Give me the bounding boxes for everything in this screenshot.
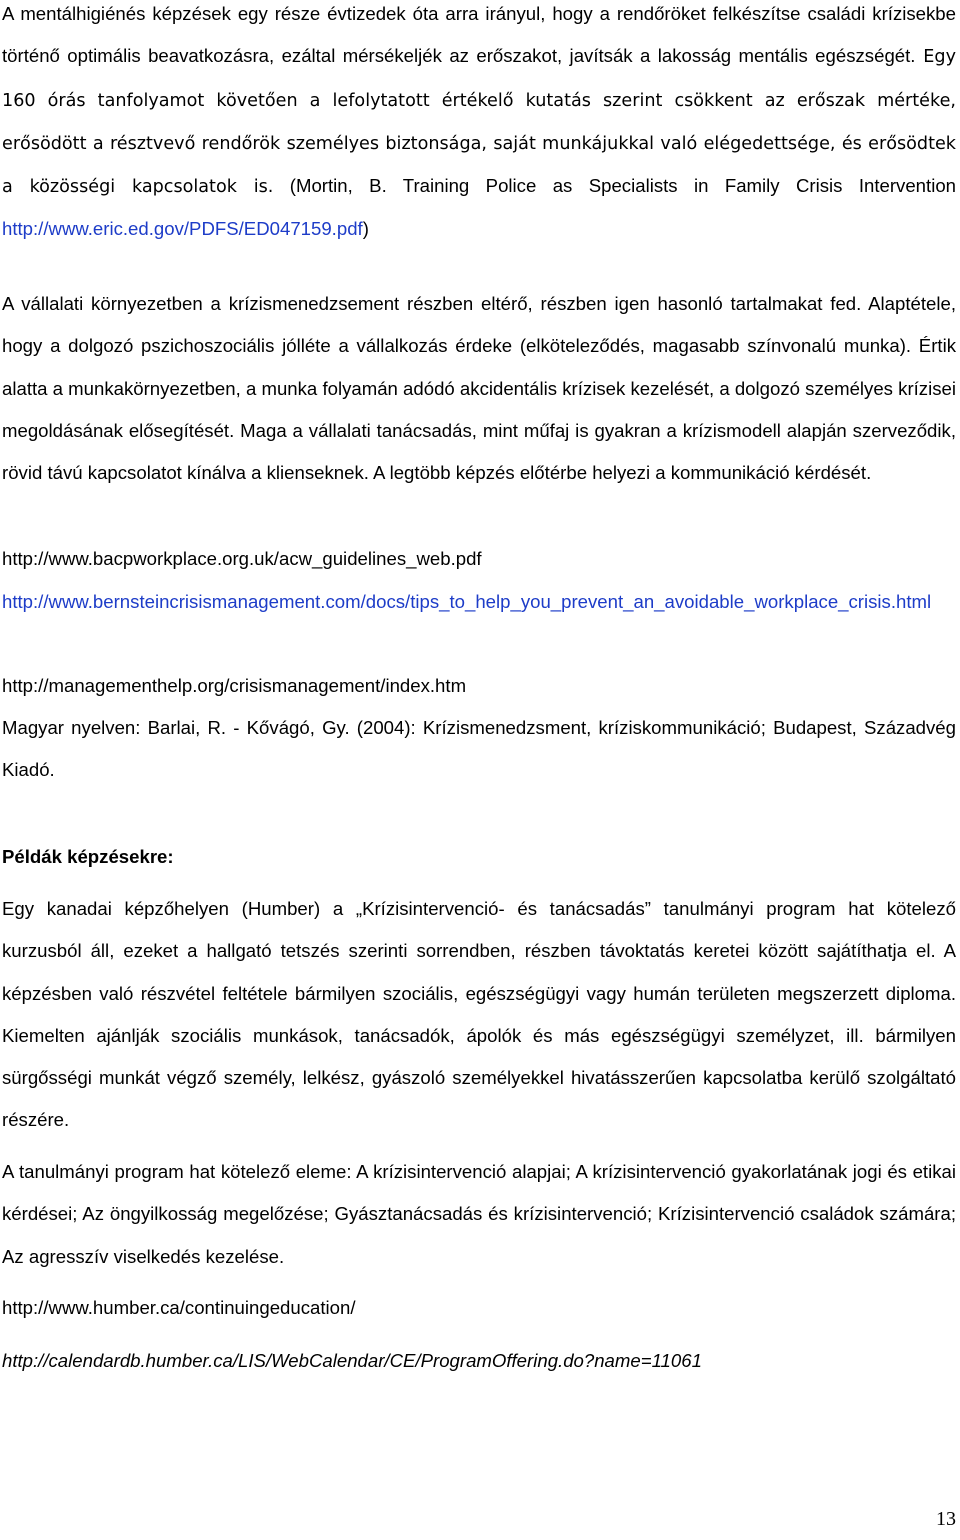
url-humber: http://www.humber.ca/continuingeducation/ [2,1297,356,1318]
url-bacp: http://www.bacpworkplace.org.uk/acw_guidelines_web.pdf [2,548,482,569]
section-heading: Példák képzésekre: [2,846,174,867]
paragraph-police-training-part1: A mentálhigiénés képzések egy része évtizedek óta arra irányul, hogy a rendőröket felkészítse családi krízisekbe történő optimális beavatkozásra, ezáltal mérsékeljék az erőszakot, javítsák a lakosság mentális egészségét. [2,3,956,67]
hungarian-reference: Magyar nyelven: Barlai, R. - Kővágó, Gy. (2004): Krízismenedzsment, kríziskommunikáció; Budapest, Századvég Kiadó. [2,717,956,781]
paragraph-police-training [2,0,956,251]
eric-link[interactable]: http://www.eric.ed.gov/PDFS/ED047159.pdf [2,218,363,240]
url-managementhelp: http://managementhelp.org/crisismanagement/index.htm [2,675,467,696]
paragraph-program-elements: A tanulmányi program hat kötelező eleme: A krízisintervenció alapjai; A krízisintervenció gyakorlatának jogi és etikai kérdései; Az öngyilkosság megelőzése; Gyásztanácsadás és krízisintervenció; Krízisintervenció családok számára; Az agresszív viselkedés kezelése. [2,1161,956,1267]
paragraph-police-training-citation: (Mortin, B. Training Police as Specialists in Family Crisis Intervention [273,175,957,197]
url-humber-calendar: http://calendardb.humber.ca/LIS/WebCalendar/CE/ProgramOffering.do?name=11061 [2,1350,702,1371]
paragraph-humber-program: Egy kanadai képzőhelyen (Humber) a „Krízisintervenció- és tanácsadás” tanulmányi program hat kötelező kurzusból áll, ezeket a hallgató tetszés szerinti sorrendben, részben távoktatás keretei között sajátíthatja el. A képzésben való részvétel feltétele bármilyen szociális, egészségügyi vagy humán területen megszerzett diploma. Kiemelten ajánlják szociális munkások, tanácsadók, ápolók és más egészségügyi személyzet, ill. bármilyen sürgősségi munkát végző személy, lelkész, gyászoló személyekkel hivatásszerűen kapcsolatba kerülő szolgáltató részére. [2,898,956,1131]
document-page [2,0,956,1540]
page-number: 13 [936,1508,956,1530]
paragraph-corporate-crisis: A vállalati környezetben a krízismenedzsement részben eltérő, részben igen hasonló tartalmakat fed. Alaptétele, hogy a dolgozó pszichoszociális jólléte a vállalkozás érdeke (elköteleződés, magasabb színvonalú munka). Értik alatta a munkakörnyezetben, a munka folyamán adódó akcidentális krízisek kezelését, a dolgozó személyes krízisei megoldásának elősegítését. Maga a vállalati tanácsadás, mint műfaj is gyakran a krízismodell alapján szerveződik, rövid távú kapcsolatot kínálva a klienseknek. A legtöbb képzés előtérbe helyezi a kommunikáció kérdését. [2,293,956,484]
url-bernstein[interactable]: http://www.bernsteincrisismanagement.com/docs/tips_to_help_you_prevent_an_avoidable_workplace_crisis.html [2,591,932,612]
paragraph-police-training-part2: Egy 160 órás tanfolyamot követően a lefolytatott értékelő kutatás szerint csökkent az erőszak mértéke, erősödött a résztvevő rendőrök személyes biztonsága, saját munkájukkal való elégedettsége, és erősödtek a közösségi kapcsolatok is. [2,47,956,198]
citation-close: ) [362,218,369,240]
